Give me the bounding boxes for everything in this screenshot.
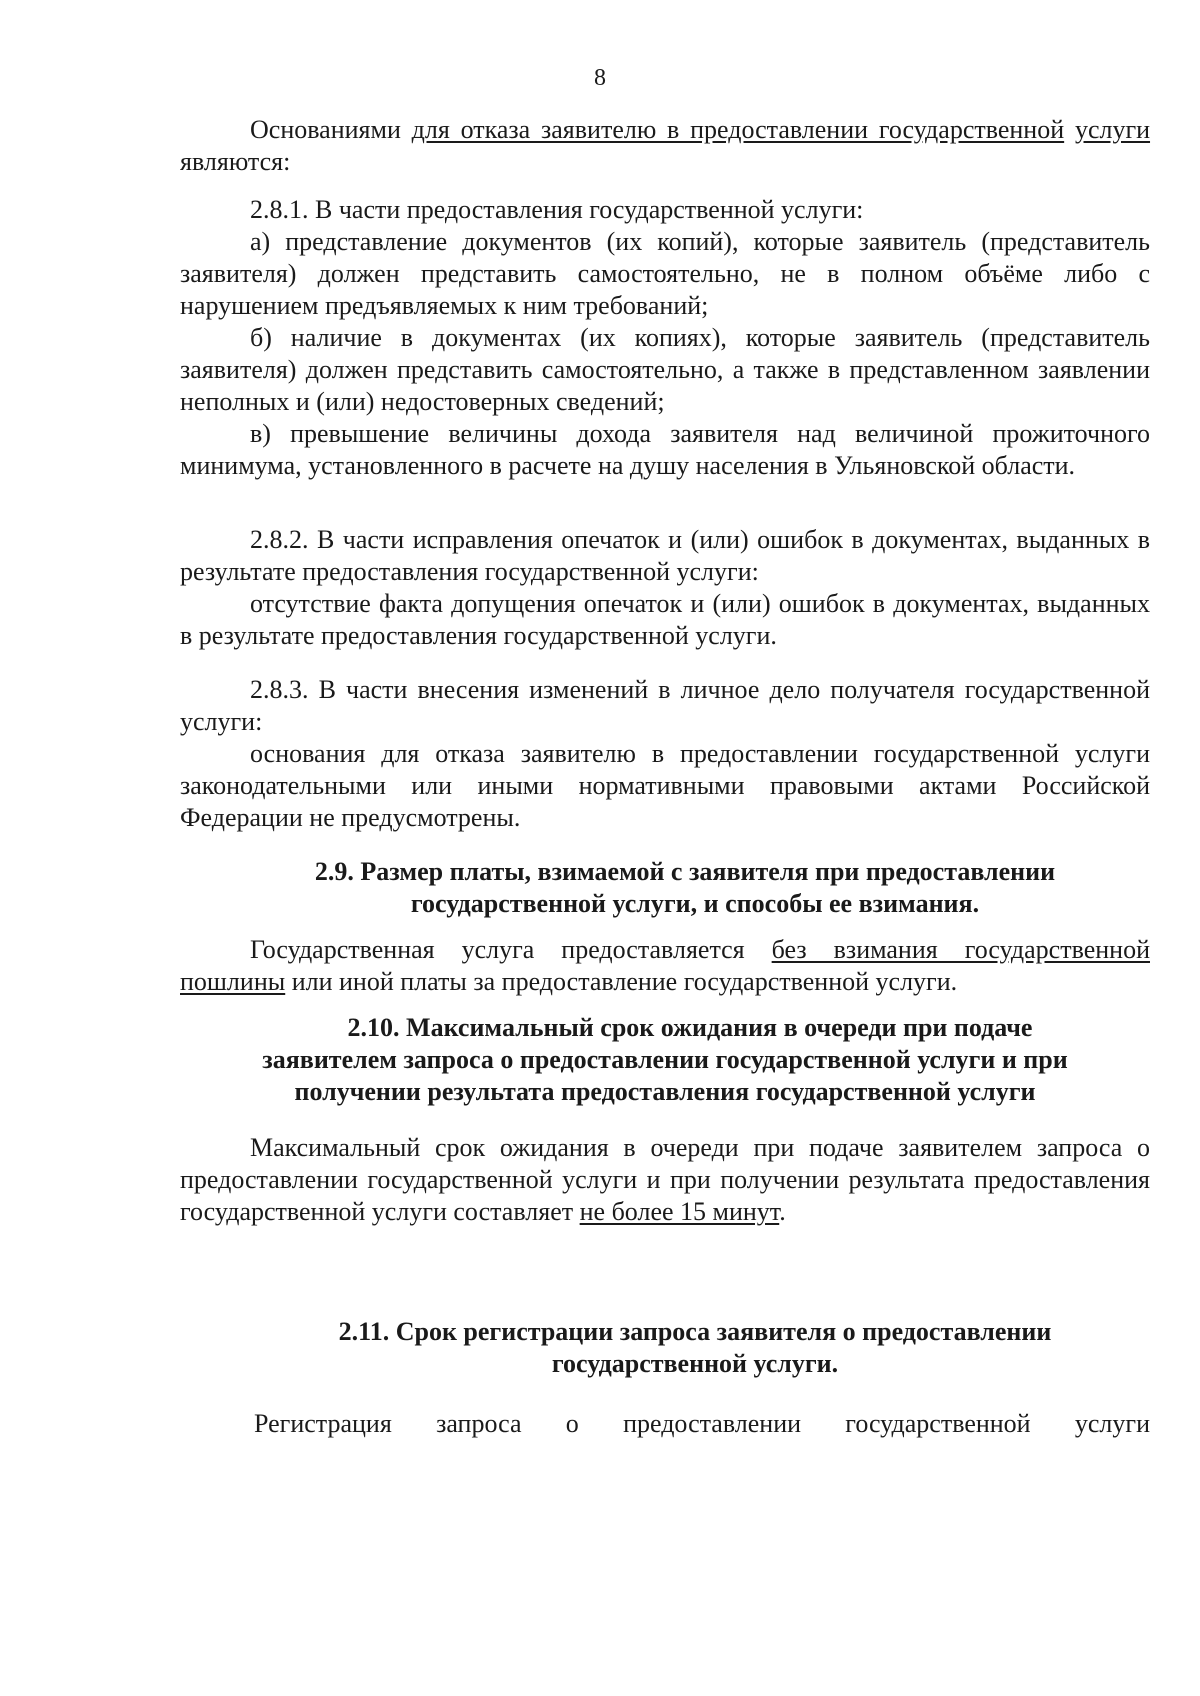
section-2-10-heading-line1: 2.10. Максимальный срок ожидания в очереди при подаче [347, 1013, 1033, 1042]
intro-underlined-phrase: для отказа заявителю в предоставлении государственной [411, 115, 1065, 144]
section-2-10-text-end: . [779, 1197, 786, 1226]
section-2-8-3 [180, 674, 1150, 834]
last-line-word: предоставлении [623, 1409, 802, 1438]
last-line-word: запроса [436, 1409, 522, 1438]
last-line-word: о [565, 1409, 579, 1438]
intro-underlined-word: услуги [1074, 115, 1151, 144]
intro-tail: являются: [180, 147, 291, 176]
section-2-11-heading-line2: государственной услуги. [551, 1349, 839, 1378]
section-2-8-2 [180, 524, 1150, 652]
section-2-9-text-end: или иной платы за предоставление государственной услуги. [285, 967, 958, 996]
section-2-11-text-first-line [254, 1408, 1150, 1440]
section-2-9-text [180, 934, 1150, 998]
intro-paragraph [180, 114, 1150, 178]
section-2-10-text [180, 1132, 1150, 1228]
last-line-word: Регистрация [254, 1409, 392, 1438]
section-2-8-3-text: основания для отказа заявителю в предоставлении государственной услуги законодательными или иными нормативными правовыми актами Российской Федерации не предусмотрены. [180, 739, 1150, 832]
section-2-10-heading-line2: заявителем запроса о предоставлении государственной услуги и при [262, 1045, 1068, 1074]
last-line-word: государственной [845, 1409, 1031, 1438]
section-2-8-1-title: 2.8.1. В части предоставления государственной услуги: [250, 195, 864, 224]
section-2-10-text-underlined: не более 15 минут [579, 1197, 780, 1226]
intro-word: Основаниями [250, 115, 401, 144]
section-2-9-heading-line2: государственной услуги, и способы ее взимания. [410, 889, 980, 918]
section-2-8-2-text: отсутствие факта допущения опечаток и (или) ошибок в документах, выданных в результате предоставления государственной услуги. [180, 589, 1150, 650]
section-2-9-heading [180, 856, 1150, 920]
section-2-11-heading-line1: 2.11. Срок регистрации запроса заявителя о предоставлении [338, 1317, 1052, 1346]
section-2-8-2-title: 2.8.2. В части исправления опечаток и (или) ошибок в документах, выданных в результате предоставления государственной услуги: [180, 525, 1150, 586]
section-2-9-text-underlined: без взимания государственной пошлины [180, 935, 1150, 996]
section-2-9-text-start: Государственная услуга предоставляется [250, 935, 772, 964]
section-2-8-1 [180, 194, 1150, 482]
section-2-11-heading [180, 1316, 1150, 1380]
section-2-8-3-title: 2.8.3. В части внесения изменений в личное дело получателя государственной услуги: [180, 675, 1150, 736]
last-line-word: услуги [1074, 1409, 1150, 1438]
section-2-10-text-start: Максимальный срок ожидания в очереди при подаче заявителем запроса о предоставлении государственной услуги и при получении результата предоставления государственной услуги составляет [180, 1133, 1150, 1226]
section-2-8-1-item-b: б) наличие в документах (их копиях), которые заявитель (представитель заявителя) должен представить самостоятельно, а также в представленном заявлении неполных и (или) недостоверных сведений; [180, 323, 1150, 416]
page-number: 8 [594, 65, 606, 91]
section-2-8-1-item-c: в) превышение величины дохода заявителя над величиной прожиточного минимума, установленного в расчете на душу населения в Ульяновской области. [180, 419, 1150, 480]
section-2-10-heading [180, 1012, 1150, 1108]
section-2-8-1-item-a: а) представление документов (их копий), которые заявитель (представитель заявителя) должен представить самостоятельно, не в полном объёме либо с нарушением предъявляемых к ним требований; [180, 227, 1150, 320]
section-2-10-heading-line3: получении результата предоставления государственной услуги [294, 1077, 1036, 1106]
section-2-9-heading-line1: 2.9. Размер платы, взимаемой с заявителя при предоставлении [314, 857, 1056, 886]
